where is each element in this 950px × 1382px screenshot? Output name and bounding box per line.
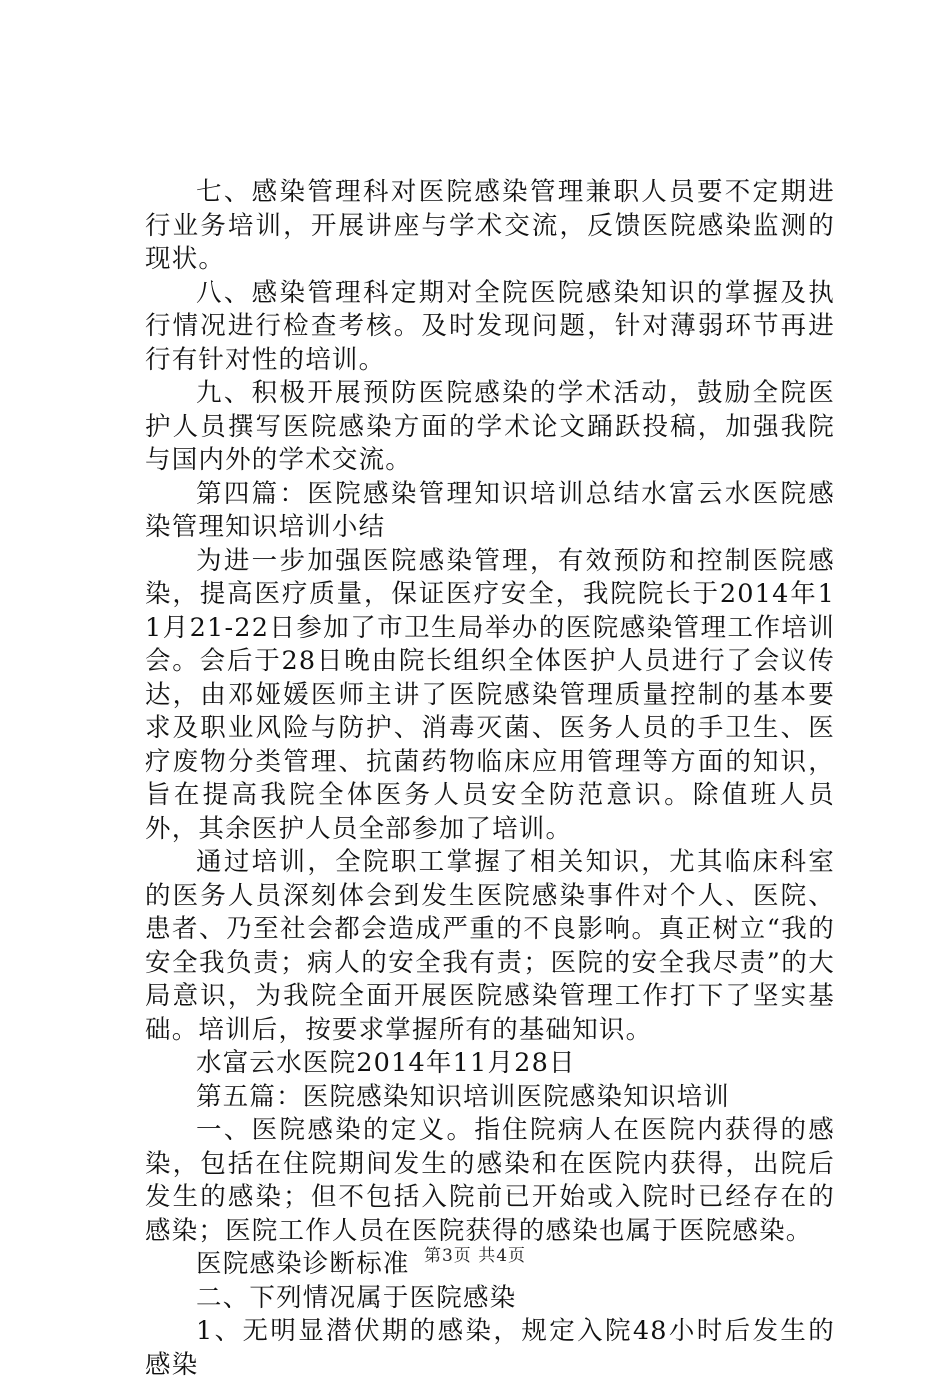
list-item-one: 1、无明显潜伏期的感染，规定入院48小时后发生的感染 <box>145 1316 835 1380</box>
paragraph-seven: 七、感染管理科对医院感染管理兼职人员要不定期进行业务培训，开展讲座与学术交流，反馈医院感染监测的现状。 <box>145 177 835 274</box>
paragraph-eight: 八、感染管理科定期对全院医院感染知识的掌握及执行情况进行检查考核。及时发现问题，针对薄弱环节再进行有针对性的培训。 <box>145 277 835 375</box>
paragraph-definition: 一、医院感染的定义。指住院病人在医院内获得的感染，包括在住院期间发生的感染和在医院内获得，出院后发生的感染；但不包括入院前已开始或入院时已经存在的感染；医院工作人员在医院获得的感染也属于医院感染。 <box>145 1115 835 1246</box>
section-heading-part-five: 第五篇：医院感染知识培训医院感染知识培训 <box>196 1081 731 1112</box>
paragraph-training-result: 通过培训，全院职工掌握了相关知识，尤其临床科室的医务人员深刻体会到发生医院感染事件对个人、医院、患者、乃至社会都会造成严重的不良影响。真正树立“我的安全我负责；病人的安全我有责；医院的安全我尽责”的大局意识，为我院全面开展医院感染管理工作打下了坚实基础。培训后，按要求掌握所有的基础知识。 <box>145 847 835 1045</box>
document-body <box>145 176 835 1382</box>
subheading-cases: 二、下列情况属于医院感染 <box>196 1282 517 1313</box>
page-number-footer: 第3页 共4页 <box>423 1246 527 1266</box>
signature-date-line: 水富云水医院2014年11月28日 <box>196 1048 576 1078</box>
paragraph-nine: 九、积极开展预防医院感染的学术活动，鼓励全院医护人员撰写医院感染方面的学术论文踊跃投稿，加强我院与国内外的学术交流。 <box>145 378 835 475</box>
subheading-diagnosis-criteria: 医院感染诊断标准 <box>196 1249 410 1279</box>
paragraph-training-intro: 为进一步加强医院感染管理，有效预防和控制医院感染，提高医疗质量，保证医疗安全，我院院长于2014年11月21-22日参加了市卫生局举办的医院感染管理工作培训会。会后于28日晚由院长组织全体医护人员进行了会议传达，由邓娅媛医师主讲了医院感染管理质量控制的基本要求及职业风险与防护、消毒灭菌、医务人员的手卫生、医疗废物分类管理、抗菌药物临床应用管理等方面的知识，旨在提高我院全体医务人员安全防范意识。除值班人员外，其余医护人员全部参加了培训。 <box>145 545 835 844</box>
section-heading-part-four: 第四篇：医院感染管理知识培训总结水富云水医院感染管理知识培训小结 <box>145 478 835 542</box>
